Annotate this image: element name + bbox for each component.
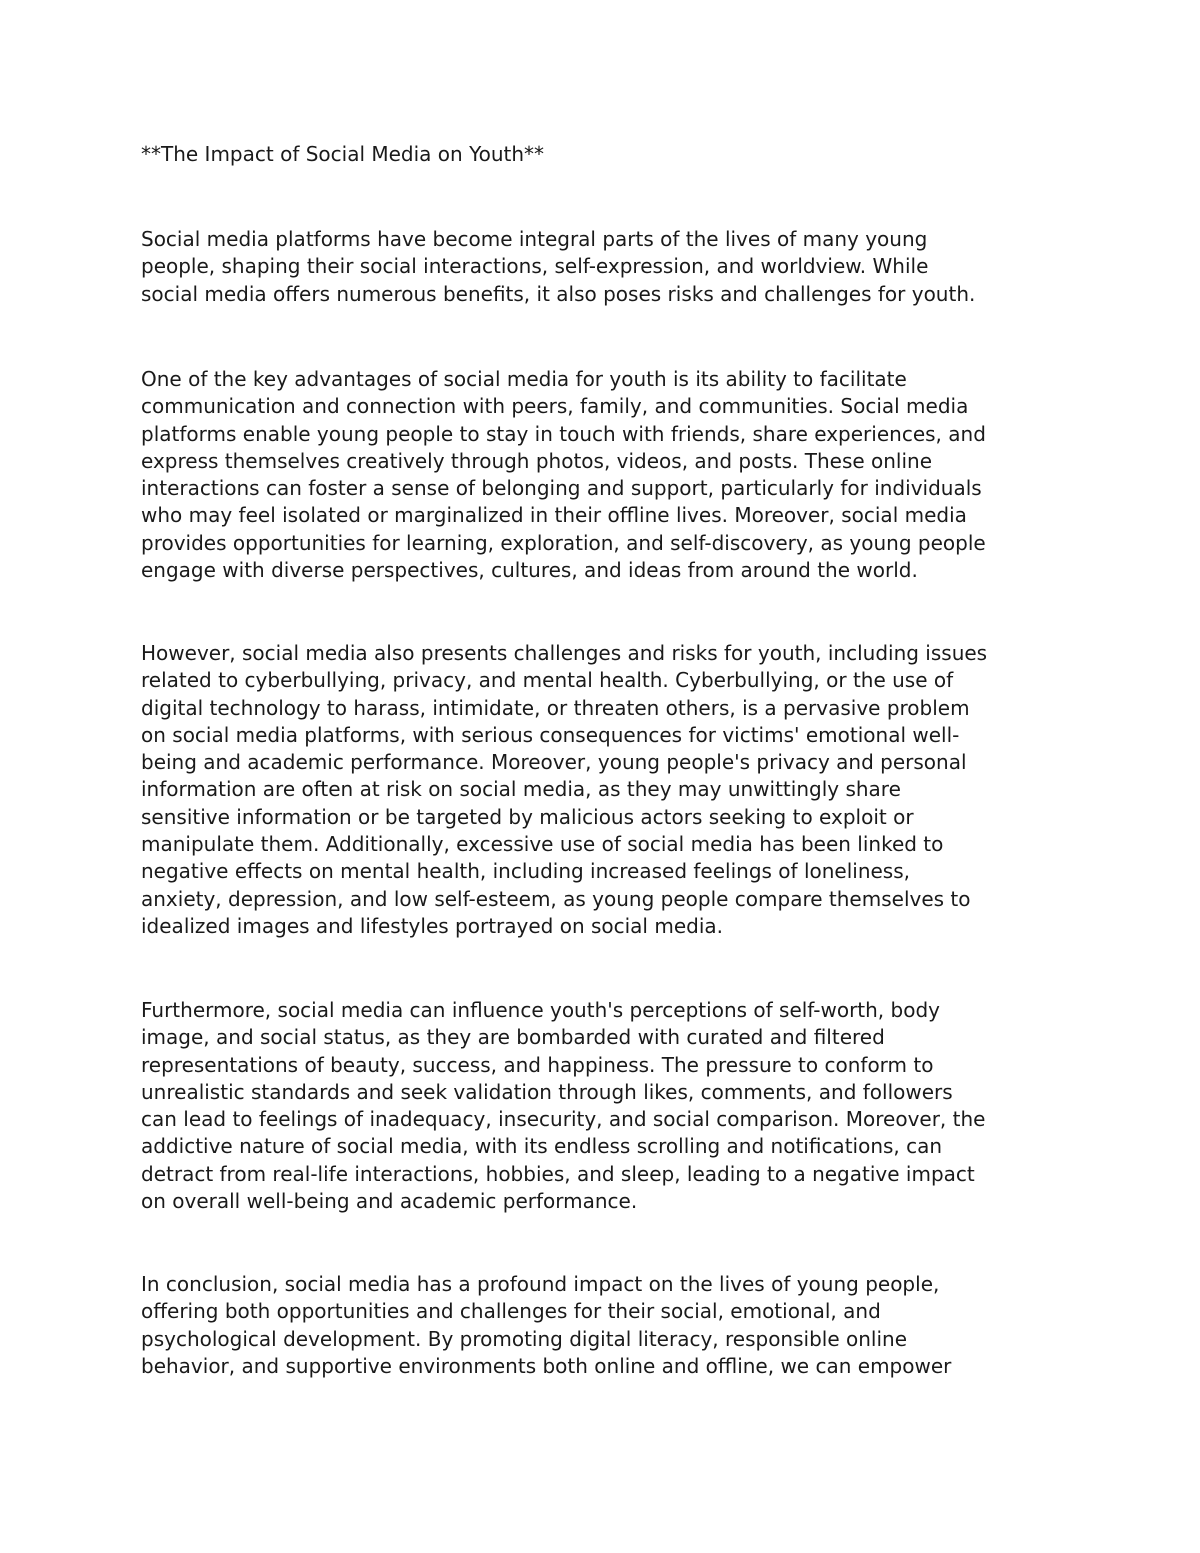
paragraph-line: who may feel isolated or marginalized in their offline lives. Moreover, social media [141,503,967,528]
paragraph-line: However, social media also presents challenges and risks for youth, including issues [141,641,988,665]
paragraph-line: platforms enable young people to stay in touch with friends, share experiences, and [141,421,986,446]
paragraph-advantages [141,366,1061,584]
paragraph-line: manipulate them. Additionally, excessive use of social media has been linked to [141,832,944,857]
document-title: **The Impact of Social Media on Youth** [141,142,545,166]
paragraph-line: communication and connection with peers, family, and communities. Social media [141,394,969,419]
paragraph-line: One of the key advantages of social media for youth is its ability to facilitate [141,367,907,391]
paragraph-line: on overall well-being and academic performance. [141,1189,638,1214]
paragraph-line: Social media platforms have become integral parts of the lives of many young [141,227,928,251]
paragraph-line: people, shaping their social interactions, self-expression, and worldview. While [141,254,929,279]
paragraph-line: being and academic performance. Moreover, young people's privacy and personal [141,750,967,775]
paragraph-line: detract from real-life interactions, hobbies, and sleep, leading to a negative impact [141,1161,975,1186]
paragraph-line: express themselves creatively through photos, videos, and posts. These online [141,448,933,473]
paragraph-line: engage with diverse perspectives, cultures, and ideas from around the world. [141,558,918,583]
paragraph-line: representations of beauty, success, and happiness. The pressure to conform to [141,1052,934,1077]
paragraph-line: behavior, and supportive environments both online and offline, we can empower [141,1353,952,1378]
paragraph-line: image, and social status, as they are bombarded with curated and filtered [141,1025,885,1050]
paragraph-conclusion [141,1271,1061,1380]
paragraph-line: sensitive information or be targeted by malicious actors seeking to exploit or [141,804,914,829]
paragraph-line: related to cyberbullying, privacy, and mental health. Cyberbullying, or the use of [141,668,954,693]
paragraph-line: offering both opportunities and challenges for their social, emotional, and [141,1299,881,1324]
paragraph-line: social media offers numerous benefits, it also poses risks and challenges for youth. [141,281,976,306]
paragraph-line: psychological development. By promoting digital literacy, responsible online [141,1326,908,1351]
paragraph-line: In conclusion, social media has a profound impact on the lives of young people, [141,1272,940,1296]
paragraph-line: negative effects on mental health, including increased feelings of loneliness, [141,859,911,884]
paragraph-line: interactions can foster a sense of belonging and support, particularly for individuals [141,476,982,501]
paragraph-challenges [141,640,1061,940]
paragraph-line: can lead to feelings of inadequacy, insecurity, and social comparison. Moreover, the [141,1107,986,1132]
paragraph-line: Furthermore, social media can influence youth's perceptions of self-worth, body [141,998,940,1022]
paragraph-line: digital technology to harass, intimidate, or threaten others, is a pervasive problem [141,695,970,720]
paragraph-self-perception [141,997,1061,1215]
paragraph-line: provides opportunities for learning, exploration, and self-discovery, as young people [141,530,986,555]
paragraph-line: unrealistic standards and seek validation through likes, comments, and followers [141,1079,953,1104]
paragraph-introduction [141,226,1061,308]
paragraph-line: information are often at risk on social media, as they may unwittingly share [141,777,901,802]
paragraph-line: on social media platforms, with serious consequences for victims' emotional well- [141,722,960,747]
paragraph-line: addictive nature of social media, with its endless scrolling and notifications, can [141,1134,943,1159]
paragraph-line: anxiety, depression, and low self-esteem, as young people compare themselves to [141,886,971,911]
paragraph-line: idealized images and lifestyles portrayed on social media. [141,913,724,938]
